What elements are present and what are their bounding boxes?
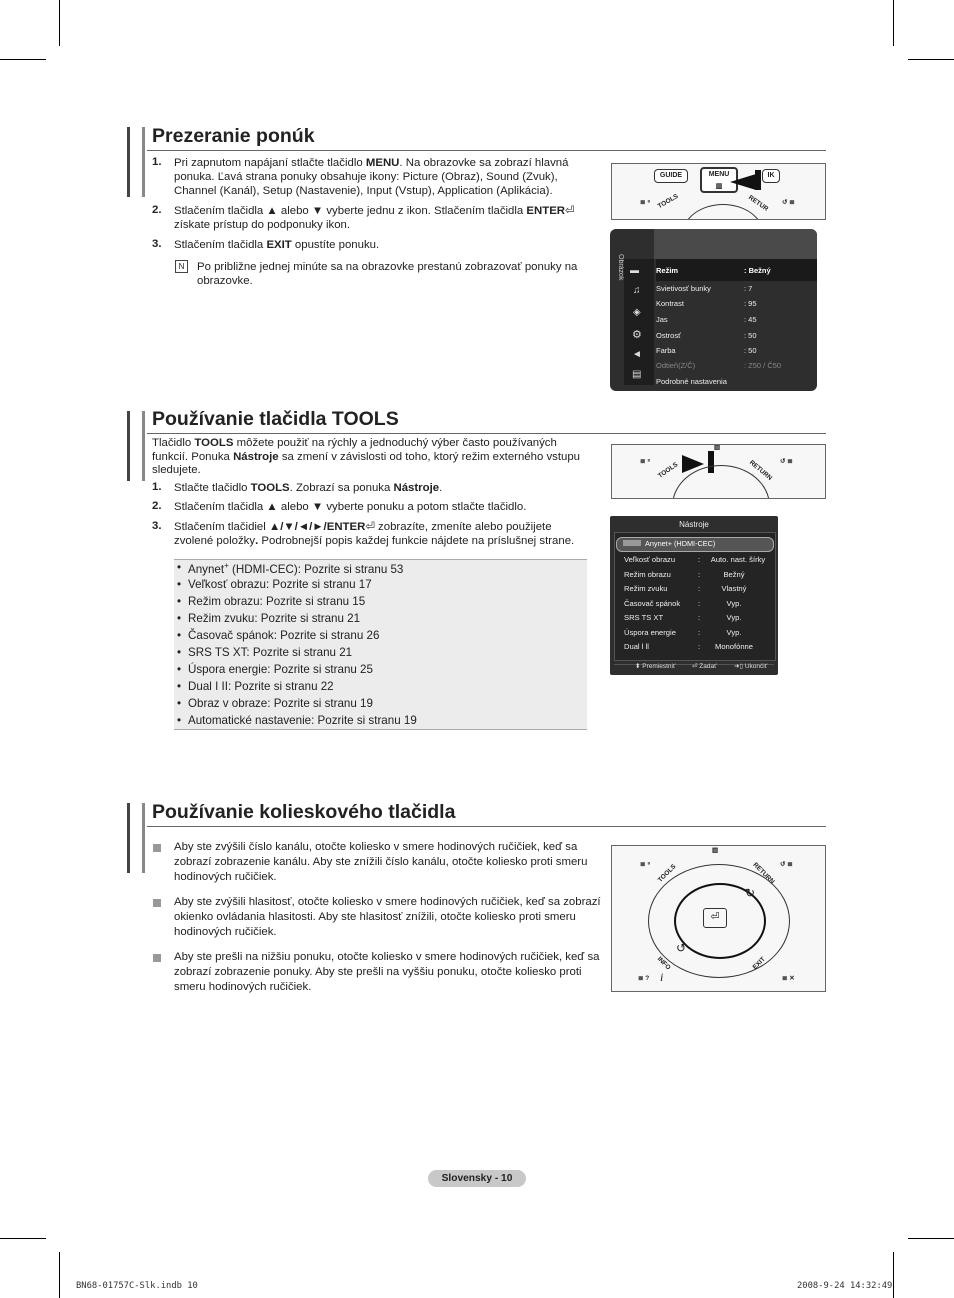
hint-exit: ➜▯ Ukončiť: [734, 663, 768, 670]
osd-row: Jas : 45: [656, 315, 757, 324]
page-label: Slovensky - 10: [428, 1170, 526, 1187]
divider: [147, 433, 826, 434]
note-icon: N: [175, 260, 188, 273]
tools-label: TOOLS: [656, 863, 678, 884]
footer-timestamp: 2008-9-24 14:32:49: [797, 1281, 893, 1291]
section-marker: [127, 803, 145, 873]
guide-button-illustration: GUIDE: [654, 169, 688, 183]
remote-menu-illustration: GUIDE MENU ▥ IK ≣ ⁸ TOOLS RETUR ↺ ≣: [611, 163, 826, 220]
menu-note: Po približne jednej minúte sa na obrazovke prestanú zobrazovať ponuky na obrazovke.: [197, 261, 578, 288]
osd-row: Ostrosť : 50: [656, 331, 757, 340]
step-number: 3.: [152, 520, 162, 532]
rotate-arrow-icon: ↻: [745, 886, 756, 900]
list-item: • Dual I II: Pozrite si stranu 22: [188, 680, 334, 693]
tools-label: TOOLS: [657, 461, 680, 480]
divider: [147, 826, 826, 827]
section-title-wheel: Používanie kolieskového tlačidla: [152, 801, 456, 823]
bullet-square: [153, 954, 161, 962]
menu-side-label: Obrázok: [617, 254, 624, 281]
tools-menu-row: Úspora energie : Vyp.: [624, 628, 742, 637]
list-item: • Časovač spánok: Pozrite si stranu 26: [188, 629, 379, 642]
input-icon: ◄: [632, 349, 642, 360]
tools-menu-screenshot: [610, 516, 778, 675]
step-number: 3.: [152, 238, 162, 250]
tools-menu-row: SRS TS XT : Vyp.: [624, 613, 742, 622]
list-item: • Anynet+ (HDMI-CEC): Pozrite si stranu 53: [188, 561, 403, 576]
tools-menu-title: Nástroje: [679, 520, 709, 529]
info-label: INFO: [655, 955, 672, 972]
wheel-paragraph: Aby ste zvýšili hlasitosť, otočte koliesko v smere hodinových ručičiek, keď sa zobrazí okienko ovládania hlasitosti. Aby ste hlasitosť znížili, otočte koliesko proti smeru hodinových ručičiek.: [174, 896, 601, 938]
list-item: • Veľkosť obrazu: Pozrite si stranu 17: [188, 578, 372, 591]
tools-menu-selected: Anynet+ (HDMI-CEC): [645, 539, 716, 548]
return-label: RETURN: [747, 459, 774, 482]
tools-label: TOOLS: [656, 192, 680, 211]
section-title-tools: Používanie tlačidla TOOLS: [152, 408, 399, 430]
menu-step-3: Stlačením tlačidla EXIT opustíte ponuku.: [174, 239, 380, 251]
menu-step-1: Pri zapnutom napájaní stlačte tlačidlo MENU. Na obrazovke sa zobrazí hlavná ponuka. Ľavá strana ponuky obsahuje ikony: Picture (Obraz), Sound (Zvuk), Channel (Kanál), Setup (Nastavenie), Input (Vstup), Application (Aplikácia).: [174, 157, 569, 198]
step-number: 2.: [152, 204, 162, 216]
return-label: RETURN: [751, 861, 776, 886]
enter-icon: ⏎: [365, 521, 375, 533]
wheel-paragraph: Aby ste zvýšili číslo kanálu, otočte koliesko v smere hodinových ručičiek, keď sa zobrazí zobrazenie kanálu. Aby ste znížili číslo kanálu, otočte koliesko proti smeru hodinových ručičiek.: [174, 841, 588, 883]
tools-intro: Tlačidlo TOOLS môžete použiť na rýchly a jednoduchý výber často používaných funkcií. Ponuka Nástroje sa zmení v závislosti od toho, ktorý režim externého vstupu sledujete.: [152, 437, 581, 477]
osd-row: Kontrast : 95: [656, 299, 757, 308]
step-number: 1.: [152, 156, 162, 168]
list-item: • Režim zvuku: Pozrite si stranu 21: [188, 612, 360, 625]
osd-row-disabled: Odtieň(Z/Č) : Z50 / Č50: [656, 361, 782, 370]
enter-icon: ⏎: [703, 908, 727, 928]
tools-menu-row: Časovač spánok : Vyp.: [624, 599, 742, 608]
list-item: • Režim obrazu: Pozrite si stranu 15: [188, 595, 365, 608]
info-icon: i: [660, 970, 664, 984]
setup-icon: ⚙: [632, 329, 642, 341]
section-marker: [127, 411, 145, 481]
tools-step-3: Stlačením tlačidiel ▲/▼/◄/►/ENTER⏎ zobrazíte, zmeníte alebo použijete zvolené položky. Podrobnejší popis každej funkcie nájdete na príslušnej strane.: [174, 521, 575, 548]
bullet-square: [153, 844, 161, 852]
hint-enter: ⏎ Zadať: [692, 663, 717, 670]
remote-wheel-illustration: ▥ ≣ ⁸ TOOLS RETURN ↺ ≣ ⏎ ↻ ↺ INFO i EXIT ≣ ? ≣ ✕: [611, 845, 826, 992]
tools-menu-row: Režim obrazu : Bežný: [624, 570, 745, 579]
osd-row: Farba : 50: [656, 346, 757, 355]
list-item: • Obraz v obraze: Pozrite si stranu 19: [188, 697, 373, 710]
tools-menu-row: Režim zvuku : Vlastný: [624, 584, 747, 593]
rotate-arrow-icon: ↺: [676, 941, 687, 955]
osd-row: Režim : Bežný: [656, 266, 771, 275]
list-item: • Automatické nastavenie: Pozrite si stranu 19: [188, 714, 417, 727]
step-number: 1.: [152, 481, 162, 493]
section-marker: [127, 127, 145, 197]
exit-label: EXIT: [751, 955, 767, 972]
osd-row: Svietivosť bunky : 7: [656, 284, 753, 293]
osd-row: Podrobné nastavenia: [656, 377, 727, 386]
picture-icon: ▬: [630, 265, 639, 275]
hint-move: ⬍ Premiestniť: [635, 663, 676, 670]
bullet-square: [153, 899, 161, 907]
arrow-icon: [730, 174, 756, 190]
menu-button-illustration: MENU ▥: [700, 167, 738, 193]
tools-menu-row: Dual l ll : Monofónne: [624, 642, 753, 651]
divider: [147, 150, 826, 151]
tools-step-2: Stlačením tlačidla ▲ alebo ▼ vyberte ponuku a potom stlačte tlačidlo.: [174, 501, 527, 513]
channel-icon: ◈: [633, 307, 641, 318]
sound-icon: ♫: [633, 285, 641, 296]
list-item: • SRS TS XT: Pozrite si stranu 21: [188, 646, 352, 659]
section-title-menu: Prezeranie ponúk: [152, 125, 315, 147]
application-icon: ▤: [632, 369, 642, 380]
list-item: • Úspora energie: Pozrite si stranu 25: [188, 663, 373, 676]
step-number: 2.: [152, 500, 162, 512]
wheel-paragraph: Aby ste prešli na nižšiu ponuku, otočte koliesko v smere hodinových ručičiek, keď sa zobrazí zobrazenie ponuky. Aby ste prešli na vyššiu ponuku, otočte koliesko proti smeru hodinových ručičiek.: [174, 951, 600, 993]
footer-file: BN68-01757C-Slk.indb 10: [76, 1281, 198, 1291]
tools-menu-row: Veľkosť obrazu : Auto. nast. šírky: [624, 555, 766, 564]
remote-tools-illustration: ▥ ≣ ⁸ TOOLS RETURN ↺ ≣: [611, 444, 826, 499]
button-illustration: IK: [762, 169, 780, 183]
tools-step-1: Stlačte tlačidlo TOOLS. Zobrazí sa ponuka Nástroje.: [174, 482, 443, 494]
menu-step-2: Stlačením tlačidla ▲ alebo ▼ vyberte jednu z ikon. Stlačením tlačidla ENTER⏎ získate prístup do podponuky ikon.: [174, 205, 575, 232]
return-label: RETUR: [747, 194, 770, 213]
enter-icon: ⏎: [565, 205, 575, 217]
